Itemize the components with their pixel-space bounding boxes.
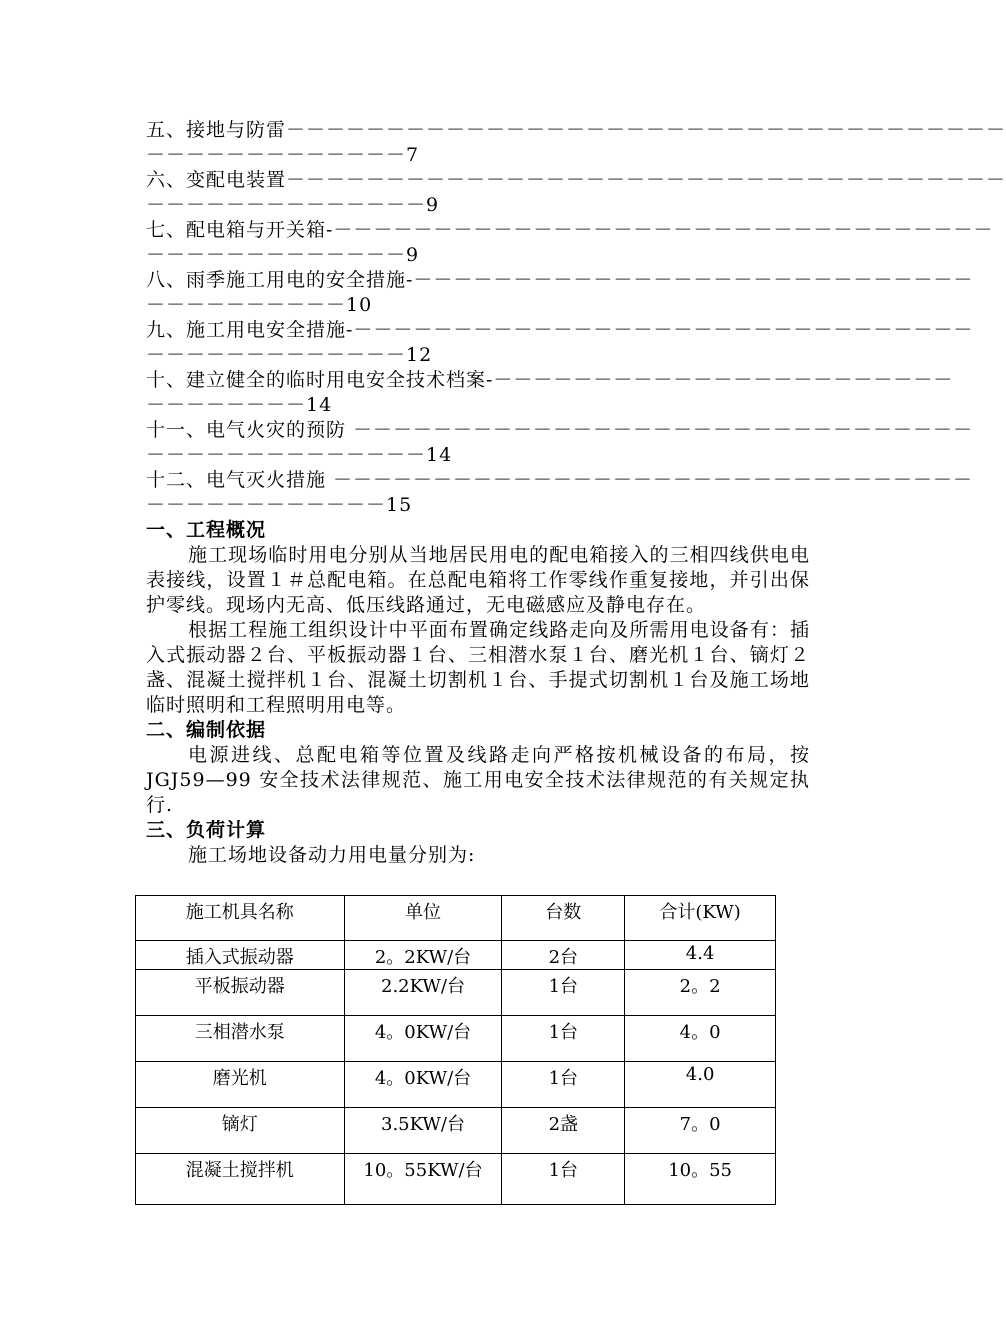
section-heading-overview: 一、工程概况 bbox=[146, 519, 267, 541]
section-heading-basis: 二、编制依据 bbox=[146, 719, 267, 741]
table-cell: 1台 bbox=[502, 1154, 625, 1205]
toc-entry-11: 十一、电气火灾的预防 －－－－－－－－－－－－－－－－－－－－－－－－－－－－－－－ bbox=[146, 419, 974, 441]
header-cell: 施工机具名称 bbox=[136, 896, 345, 941]
table-row bbox=[136, 1108, 776, 1154]
table-cell: 3.5KW/台 bbox=[344, 1108, 502, 1154]
table-row bbox=[136, 1062, 776, 1108]
table-cell: 2.2KW/台 bbox=[344, 970, 502, 1016]
load-intro: 施工场地设备动力用电量分别为: bbox=[188, 844, 476, 866]
toc-entry-11-page: －－－－－－－－－－－－－－14 bbox=[146, 444, 453, 466]
section-heading-load: 三、负荷计算 bbox=[146, 819, 267, 841]
toc-entry-8: 八、雨季施工用电的安全措施-－－－－－－－－－－－－－－－－－－－－－－－－－－－－ bbox=[146, 269, 974, 291]
table-row bbox=[136, 1016, 776, 1062]
toc-entry-5-page: －－－－－－－－－－－－－7 bbox=[146, 144, 420, 166]
header-cell: 合计(KW) bbox=[625, 896, 776, 941]
table-row bbox=[136, 941, 776, 970]
table-cell: 4.4 bbox=[625, 941, 776, 970]
table-cell: 1台 bbox=[502, 1062, 625, 1108]
toc-entry-12-page: －－－－－－－－－－－－15 bbox=[146, 494, 413, 516]
table-cell: 插入式振动器 bbox=[136, 941, 345, 970]
table-cell: 10。55KW/台 bbox=[344, 1154, 502, 1205]
toc-entry-9: 九、施工用电安全措施-－－－－－－－－－－－－－－－－－－－－－－－－－－－－－－－ bbox=[146, 319, 974, 341]
table-cell: 1台 bbox=[502, 970, 625, 1016]
toc-entry-6-page: －－－－－－－－－－－－－－9 bbox=[146, 194, 440, 216]
table-of-contents bbox=[146, 118, 1006, 518]
toc-entry-9-page: －－－－－－－－－－－－－12 bbox=[146, 344, 433, 366]
table-cell: 4。0 bbox=[625, 1016, 776, 1062]
toc-entry-7-page: －－－－－－－－－－－－－9 bbox=[146, 244, 420, 266]
toc-entry-6: 六、变配电装置－－－－－－－－－－－－－－－－－－－－－－－－－－－－－－－－－－－－ bbox=[146, 169, 1006, 191]
table-cell: 1台 bbox=[502, 1016, 625, 1062]
toc-entry-12: 十二、电气灭火措施 －－－－－－－－－－－－－－－－－－－－－－－－－－－－－－－－ bbox=[146, 469, 974, 491]
table-cell: 镝灯 bbox=[136, 1108, 345, 1154]
load-table bbox=[135, 895, 776, 1205]
toc-entry-10-page: －－－－－－－－14 bbox=[146, 394, 333, 416]
table-cell: 2。2KW/台 bbox=[344, 941, 502, 970]
table-cell: 磨光机 bbox=[136, 1062, 345, 1108]
basis-paragraph: 电源进线、总配电箱等位置及线路走向严格按机械设备的布局，按 JGJ59—99 安全技术法律规范、施工用电安全技术法律规范的有关规定执行. bbox=[146, 744, 810, 816]
header-cell: 台数 bbox=[502, 896, 625, 941]
table-cell: 4。0KW/台 bbox=[344, 1016, 502, 1062]
overview-paragraph-2: 根据工程施工组织设计中平面布置确定线路走向及所需用电设备有：插入式振动器２台、平板振动器１台、三相潜水泵１台、磨光机１台、镝灯２盏、混凝土搅拌机１台、混凝土切割机１台、手提式切割机１台及施工场地临时照明和工程照明用电等。 bbox=[146, 619, 810, 716]
table-header-row bbox=[136, 896, 776, 941]
load-table-wrapper bbox=[135, 895, 776, 1205]
table-cell: 2。2 bbox=[625, 970, 776, 1016]
toc-entry-8-page: －－－－－－－－－－10 bbox=[146, 294, 373, 316]
table-cell: 7。0 bbox=[625, 1108, 776, 1154]
table-cell: 4。0KW/台 bbox=[344, 1062, 502, 1108]
toc-entry-7: 七、配电箱与开关箱-－－－－－－－－－－－－－－－－－－－－－－－－－－－－－－－－－ bbox=[146, 219, 994, 241]
overview-paragraph-1: 施工现场临时用电分别从当地居民用电的配电箱接入的三相四线供电电表接线，设置１＃总配电箱。在总配电箱将工作零线作重复接地，并引出保护零线。现场内无高、低压线路通过，无电磁感应及静电存在。 bbox=[146, 544, 810, 616]
table-cell: 混凝土搅拌机 bbox=[136, 1154, 345, 1205]
table-row bbox=[136, 1154, 776, 1205]
table-cell: 2台 bbox=[502, 941, 625, 970]
table-cell: 三相潜水泵 bbox=[136, 1016, 345, 1062]
table-cell: 2盏 bbox=[502, 1108, 625, 1154]
toc-entry-10: 十、建立健全的临时用电安全技术档案-－－－－－－－－－－－－－－－－－－－－－－－ bbox=[146, 369, 954, 391]
table-cell: 10。55 bbox=[625, 1154, 776, 1205]
table-cell: 平板振动器 bbox=[136, 970, 345, 1016]
header-cell: 单位 bbox=[344, 896, 502, 941]
table-row bbox=[136, 970, 776, 1016]
document-page bbox=[146, 118, 1006, 868]
table-cell: 4.0 bbox=[625, 1062, 776, 1108]
toc-entry-5: 五、接地与防雷－－－－－－－－－－－－－－－－－－－－－－－－－－－－－－－－－－－－ bbox=[146, 119, 1006, 141]
